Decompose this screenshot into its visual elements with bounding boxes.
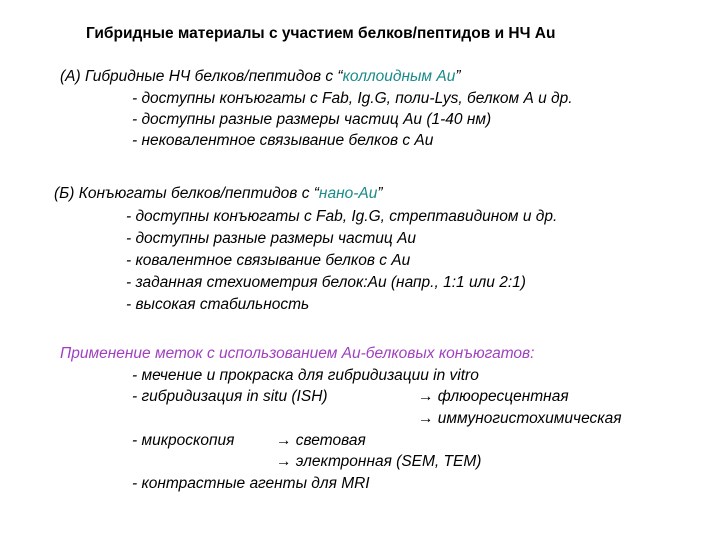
section-b-heading-accent: нано-Au (318, 185, 378, 202)
section-c-microscopy-light: → световая (276, 432, 366, 449)
section-b-item: - доступны конъюгаты с Fab, Ig.G, стрептавидином и др. (126, 208, 558, 225)
section-b-item: - заданная стехиометрия белок:Au (напр., 1:1 или 2:1) (126, 274, 526, 291)
section-b-heading-suffix: ” (377, 185, 383, 202)
section-b-item: - высокая стабильность (126, 296, 310, 313)
section-c-item-microscopy: - микроскопия (132, 432, 235, 449)
section-c-ish-fluorescent: → флюоресцентная (418, 388, 569, 405)
section-a-item: - нековалентное связывание белков с Au (132, 132, 434, 149)
section-a-heading-suffix: ” (455, 68, 461, 85)
section-c-item-mri: - контрастные агенты для MRI (132, 475, 370, 492)
section-c-microscopy-electron: → электронная (SEM, TEM) (276, 453, 482, 470)
section-c-heading: Применение меток с использованием Au-белковых конъюгатов: (60, 345, 535, 362)
section-c-item-ish: - гибридизация in situ (ISH) (132, 388, 328, 405)
section-b-heading (54, 184, 383, 204)
section-c-item-labeling: - мечение и прокраска для гибридизации in vitro (132, 367, 479, 384)
section-a-heading (60, 67, 460, 87)
section-b-item: - ковалентное связывание белков с Au (126, 252, 411, 269)
section-a-heading-prefix: (А) Гибридные НЧ белков/пептидов с “ (60, 68, 343, 85)
section-a-item: - доступны конъюгаты с Fab, Ig.G, поли-Lys, белком А и др. (132, 90, 573, 107)
section-c-ish-immunohisto: → иммуногистохимическая (418, 410, 622, 427)
section-a-heading-accent: коллоидным Au (342, 68, 456, 85)
section-b-item: - доступны разные размеры частиц Au (126, 230, 417, 247)
section-b-heading-prefix: (Б) Конъюгаты белков/пептидов с “ (54, 185, 319, 202)
section-a-item: - доступны разные размеры частиц Au (1-40 нм) (132, 111, 492, 128)
page-title: Гибридные материалы с участием белков/пептидов и НЧ Au (86, 25, 556, 42)
